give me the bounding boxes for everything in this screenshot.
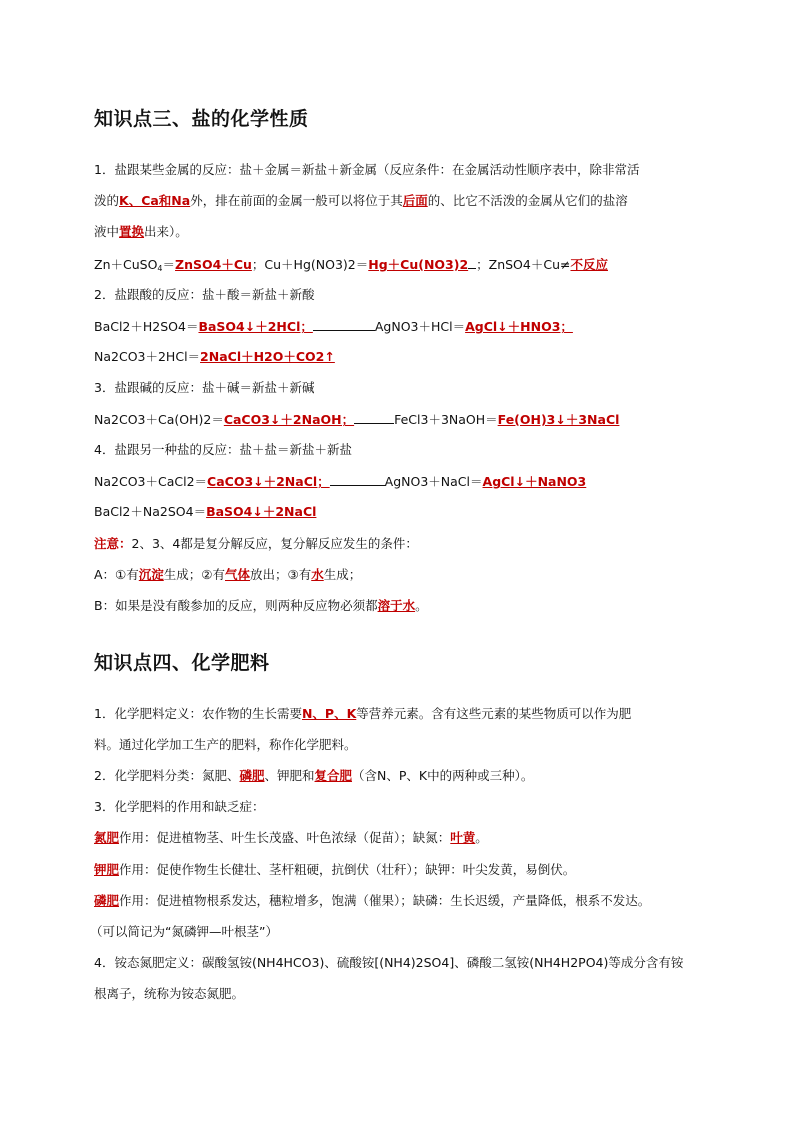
equation-line-na2co3-cacl2: Na2CO3＋CaCl2＝CaCO3↓＋2NaCl； AgNO3＋NaCl＝AgCl↓＋NaNO3 <box>94 474 587 489</box>
salt-metal-reaction-line-1: 1．盐跟某些金属的反应：盐＋金属＝新盐＋新金属（反应条件：在金属活动性顺序表中，除非常活 <box>94 162 640 177</box>
answer-caco3: CaCO3↓＋2NaOH； <box>223 412 355 427</box>
ammonium-fertilizer-line-2: 根离子，统称为铵态氮肥。 <box>94 986 245 1001</box>
answer-compound: 复合肥 <box>314 768 353 783</box>
fertilizer-definition-line-1: 1．化学肥料定义：农作物的生长需要N、P、K等营养元素。含有这些元素的某些物质可以作为肥 <box>94 706 632 721</box>
blank-line <box>354 411 394 424</box>
answer-soluble: 溶于水 <box>377 598 416 613</box>
answer-eq-zn: ZnSO4＋Cu <box>175 257 252 272</box>
answer-baso4-nacl: BaSO4↓＋2NaCl <box>206 504 317 519</box>
answer-active-metals: K、Ca和Na <box>119 193 191 208</box>
fertilizer-effects-title: 3．化学肥料的作用和缺乏症： <box>94 799 265 814</box>
blank-line <box>313 318 375 331</box>
equation-line-na2co3-hcl: Na2CO3＋2HCl＝2NaCl＋H2O＋CO2↑ <box>94 349 335 364</box>
fertilizer-definition-line-2: 料。通过化学加工生产的肥料，称作化学肥料。 <box>94 737 357 752</box>
equation-line-bacl2-na2so4: BaCl2＋Na2SO4＝BaSO4↓＋2NaCl <box>94 504 317 519</box>
ammonium-fertilizer-line-1: 4．铵态氮肥定义：碳酸氢铵(NH4HCO3)、硫酸铵[(NH4)2SO4]、磷酸二氢铵(NH4H2PO4)等成分含有铵 <box>94 955 684 970</box>
answer-behind: 后面 <box>402 193 428 208</box>
section-heading-salt-properties: 知识点三、盐的化学性质 <box>94 108 309 130</box>
answer-precipitate: 沉淀 <box>138 567 164 582</box>
note-condition-b: B：如果是没有酸参加的反应，则两种反应物必须都溶于水。 <box>94 598 428 613</box>
answer-no-reaction: 不反应 <box>570 257 608 272</box>
salt-acid-reaction-title: 2．盐跟酸的反应：盐＋酸＝新盐＋新酸 <box>94 287 315 302</box>
answer-phosphate: 磷肥 <box>239 768 265 783</box>
salt-base-reaction-title: 3．盐跟碱的反应：盐＋碱＝新盐＋新碱 <box>94 380 315 395</box>
mnemonic-line: （可以简记为“氮磷钾—叶根茎”） <box>90 924 278 939</box>
answer-yellow-leaf: 叶黄 <box>450 830 476 845</box>
salt-metal-reaction-line-2: 泼的K、Ca和Na外，排在前面的金属一般可以将位于其后面的、比它不活泼的金属从它们的盐溶 <box>94 193 628 208</box>
equation-line-bacl2-h2so4: BaCl2＋H2SO4＝BaSO4↓＋2HCl； AgNO3＋HCl＝AgCl↓＋HNO3； <box>94 319 573 334</box>
answer-displace: 置换 <box>119 224 145 239</box>
fertilizer-classification: 2．化学肥料分类：氮肥、磷肥、钾肥和复合肥（含N、P、K中的两种或三种）。 <box>94 768 534 783</box>
answer-co2: 2NaCl＋H2O＋CO2↑ <box>200 349 335 364</box>
answer-feoh3: Fe(OH)3↓＋3NaCl <box>497 412 620 427</box>
note-line: 注意：2、3、4都是复分解反应，复分解反应发生的条件： <box>94 536 418 551</box>
answer-baso4: BaSO4↓＋2HCl； <box>198 319 313 334</box>
equation-line-na2co3-caoh2: Na2CO3＋Ca(OH)2＝CaCO3↓＋2NaOH； FeCl3＋3NaOH＝Fe(OH)3↓＋3NaCl <box>94 412 620 427</box>
salt-metal-reaction-line-3: 液中置换出来）。 <box>94 224 188 239</box>
answer-potassium: 钾肥 <box>94 862 120 877</box>
potassium-fertilizer-line: 钾肥作用：促使作物生长健壮、茎杆粗硬，抗倒伏（壮秆）；缺钾：叶尖发黄，易倒伏。 <box>94 862 576 877</box>
section-heading-fertilizers: 知识点四、化学肥料 <box>94 652 270 674</box>
answer-eq-cu-hg: Hg＋Cu(NO3)2 <box>368 257 469 272</box>
answer-caco3-nacl: CaCO3↓＋2NaCl； <box>207 474 330 489</box>
answer-agcl: AgCl↓＋HNO3； <box>465 319 573 334</box>
blank-line <box>330 473 385 486</box>
blank-line <box>468 256 476 269</box>
salt-salt-reaction-title: 4．盐跟另一种盐的反应：盐＋盐＝新盐＋新盐 <box>94 442 352 457</box>
phosphorus-fertilizer-line: 磷肥作用：促进植物根系发达，穗粒增多，饱满（催果）；缺磷：生长迟缓，产量降低，根系不发达。 <box>94 893 651 908</box>
answer-npk: N、P、K <box>301 706 357 721</box>
nitrogen-fertilizer-line: 氮肥作用：促进植物茎、叶生长茂盛、叶色浓绿（促苗）；缺氮：叶黄。 <box>94 830 488 845</box>
equation-line-zn-cuso4: Zn＋CuSO$_4$＝ZnSO4＋Cu；Cu＋Hg(NO3)2＝Hg＋Cu(NO3)2 ；ZnSO4＋Cu≠不反应 <box>94 257 608 273</box>
note-condition-a: A：①有沉淀生成；②有气体放出；③有水生成； <box>94 567 362 582</box>
answer-phosphorus: 磷肥 <box>94 893 120 908</box>
answer-gas: 气体 <box>225 567 251 582</box>
answer-nitrogen: 氮肥 <box>94 830 120 845</box>
note-label: 注意： <box>94 536 132 551</box>
answer-agcl-nano3: AgCl↓＋NaNO3 <box>482 474 587 489</box>
answer-water: 水 <box>311 567 324 582</box>
